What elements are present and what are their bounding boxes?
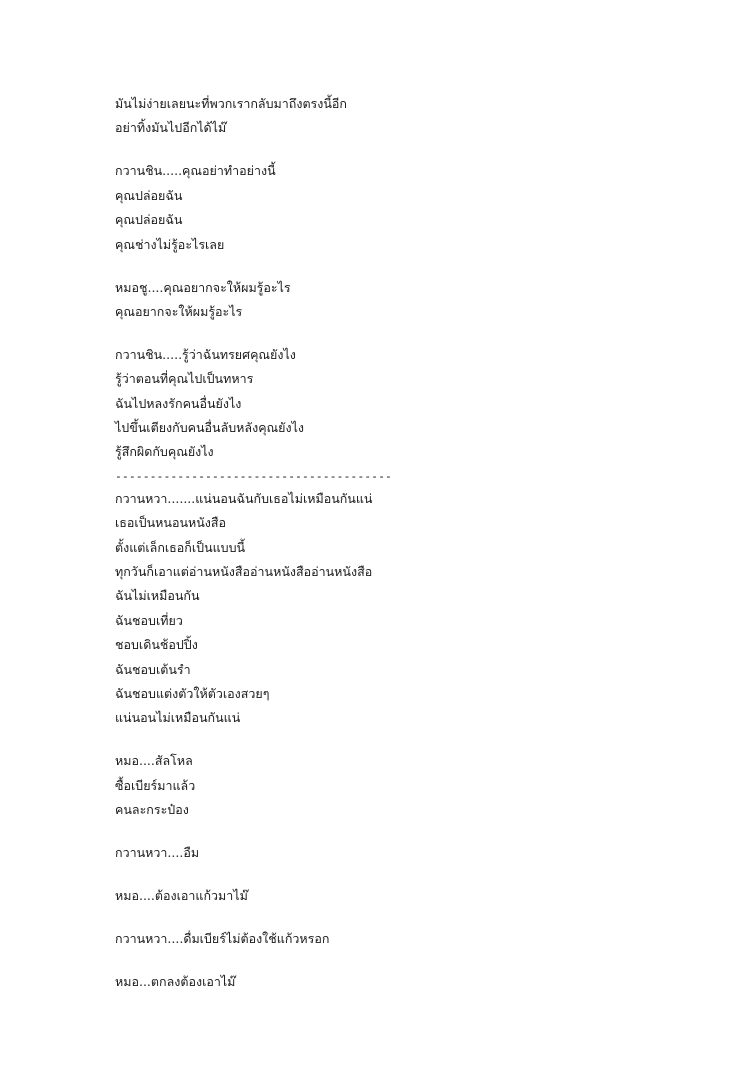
text-line: กวานหวา.......แน่นอนฉันกับเธอไม่เหมือนกันแน่ xyxy=(115,490,373,506)
paragraph-gap xyxy=(115,324,675,343)
text-line: คุณอยากจะให้ผมรู้อะไร xyxy=(115,303,243,319)
text-line: ไปขึ้นเตียงกับคนอื่นลับหลังคุณยังไง xyxy=(115,420,304,436)
text-line: แน่นอนไม่เหมือนกันแน่ xyxy=(115,710,241,726)
text-line: มันไม่ง่ายเลยนะที่พวกเรากลับมาถึงตรงนี้อีก xyxy=(115,96,347,111)
paragraph-gap xyxy=(115,141,675,160)
text-line: ฉันไปหลงรักคนอื่นยังไง xyxy=(115,395,242,411)
text-line: หมอ...ตกลงต้องเอาไม๊ xyxy=(115,974,236,990)
text-line: ฉันชอบเที่ยว xyxy=(115,612,183,628)
paragraph-gap xyxy=(115,731,675,750)
paragraph-gap xyxy=(115,866,675,885)
text-line: ชอบเดินช้อปปิ้ง xyxy=(115,637,198,653)
text-line: ตั้งแต่เล็กเธอก็เป็นแบบนี้ xyxy=(115,539,246,555)
text-line: คุณปล่อยฉัน xyxy=(115,212,183,228)
text-line: ฉันไม่เหมือนกัน xyxy=(115,588,200,604)
text-line: กวานหวา....ดื่มเบียร์ไม่ต้องใช้แก้วหรอก xyxy=(115,931,330,947)
text-line: กวานหวา....อืม xyxy=(115,845,200,861)
text-line: ฉันชอบเต้นรำ xyxy=(115,661,191,677)
text-line: รู้ว่าตอนที่คุณไปเป็นทหาร xyxy=(115,371,254,387)
text-line: คุณปล่อยฉัน xyxy=(115,187,183,203)
text-line: คนละกระป๋อง xyxy=(115,802,189,818)
dashed-divider: ---------------------------------------- xyxy=(115,468,392,483)
text-line: อย่าทิ้งมันไปอีกได้ไม๊ xyxy=(115,120,227,136)
text-line: รู้สึกผิดกับคุณยังไง xyxy=(115,444,214,460)
document-text xyxy=(115,92,675,994)
text-line: กวานชิน.....รู้ว่าฉันทรยศคุณยังไง xyxy=(115,346,296,362)
paragraph-gap xyxy=(115,257,675,276)
text-line: หมอ....ต้องเอาแก้วมาไม๊ xyxy=(115,888,248,904)
text-line: เธอเป็นหนอนหนังสือ xyxy=(115,515,227,531)
text-line: ซื้อเบียร์มาแล้ว xyxy=(115,777,196,793)
text-line: ทุกวันก็เอาแต่อ่านหนังสืออ่านหนังสืออ่านหนังสือ xyxy=(115,564,373,580)
paragraph-gap xyxy=(115,951,675,970)
paragraph-gap xyxy=(115,823,675,842)
text-line: หมอชู....คุณอยากจะให้ผมรู้อะไร xyxy=(115,279,291,295)
text-line: ฉันชอบแต่งตัวให้ตัวเองสวยๆ xyxy=(115,685,270,701)
text-line: คุณช่างไม่รู้อะไรเลย xyxy=(115,236,225,252)
text-line: หมอ....สัลโหล xyxy=(115,753,193,769)
paragraph-gap xyxy=(115,909,675,928)
text-line: กวานชิน.....คุณอย่าทำอย่างนี้ xyxy=(115,163,276,179)
